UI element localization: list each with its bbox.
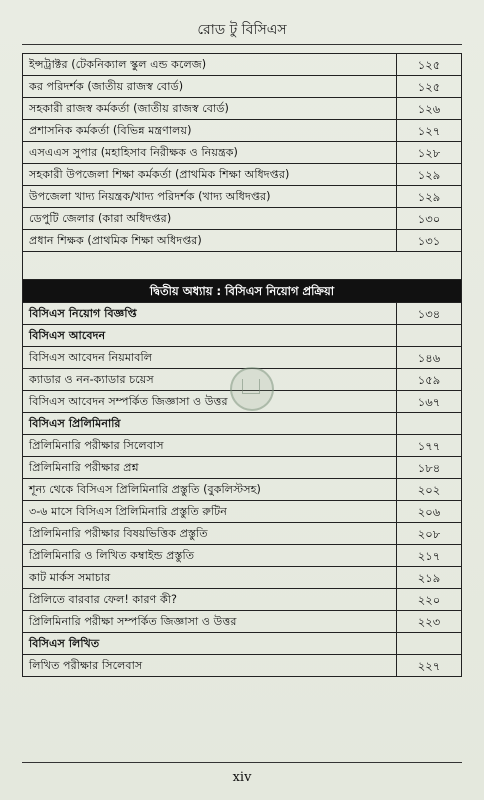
entry-page-number: ২২৩ <box>397 611 462 633</box>
section-title: বিসিএস লিখিত <box>23 633 397 655</box>
toc-entry-row <box>23 230 462 252</box>
chapter-heading <box>23 280 462 303</box>
entry-title: উপজেলা খাদ্য নিয়ন্ত্রক/খাদ্য পরিদর্শক (খাদ্য অধিদপ্তর) <box>23 186 397 208</box>
entry-title: ইন্সট্রাক্টর (টেকনিক্যাল স্কুল এন্ড কলেজ) <box>23 54 397 76</box>
entry-page-number: ২২০ <box>397 589 462 611</box>
toc-entry-row <box>23 76 462 98</box>
footer-rule <box>22 762 462 763</box>
toc-entry-row <box>23 655 462 677</box>
entry-title: বিসিএস আবেদন সম্পর্কিত জিজ্ঞাসা ও উত্তর <box>23 391 397 413</box>
entry-page-number: ১২৬ <box>397 98 462 120</box>
toc-entry-row <box>23 611 462 633</box>
entry-page-number: ১৬৭ <box>397 391 462 413</box>
entry-page-number: ২১৯ <box>397 567 462 589</box>
entry-title: প্রিলিমিনারি পরীক্ষার প্রশ্ন <box>23 457 397 479</box>
section-title: বিসিএস প্রিলিমিনারি <box>23 413 397 435</box>
entry-title: কাট মার্কস সমাচার <box>23 567 397 589</box>
toc-spacer-row <box>23 252 462 280</box>
toc-entry-row <box>23 567 462 589</box>
toc-entry-row <box>23 208 462 230</box>
entry-page-number: ১২৯ <box>397 164 462 186</box>
section-heading-row <box>23 413 462 435</box>
chapter-title: দ্বিতীয় অধ্যায় : বিসিএস নিয়োগ প্রক্রিয়া <box>23 280 462 303</box>
entry-title: প্রিলিমিনারি পরীক্ষার বিষয়ভিত্তিক প্রস্তুতি <box>23 523 397 545</box>
entry-page-number: ১৩৪ <box>397 303 462 325</box>
entry-title: বিসিএস নিয়োগ বিজ্ঞপ্তি <box>23 303 397 325</box>
page-number: xiv <box>232 770 252 785</box>
entry-page-number: ১৮৪ <box>397 457 462 479</box>
entry-page-number: ১৩০ <box>397 208 462 230</box>
entry-title: সহকারী উপজেলা শিক্ষা কর্মকর্তা (প্রাথমিক শিক্ষা অধিদপ্তর) <box>23 164 397 186</box>
toc-entry-row <box>23 479 462 501</box>
running-title: রোড টু বিসিএস <box>197 22 287 38</box>
entry-title: ক্যাডার ও নন-ক্যাডার চয়েস <box>23 369 397 391</box>
entry-title: প্রিলিমিনারি ও লিখিত কম্বাইন্ড প্রস্তুতি <box>23 545 397 567</box>
entry-page-number: ১৩১ <box>397 230 462 252</box>
toc-entry-row <box>23 347 462 369</box>
toc-entry-row <box>23 186 462 208</box>
entry-title: শূন্য থেকে বিসিএস প্রিলিমিনারি প্রস্তুতি (বুকলিস্টসহ) <box>23 479 397 501</box>
entry-page-number: ২০৮ <box>397 523 462 545</box>
section-heading-row <box>23 633 462 655</box>
entry-page-number: ১২৯ <box>397 186 462 208</box>
toc-entry-row <box>23 589 462 611</box>
toc-entry-row <box>23 120 462 142</box>
header-rule <box>22 44 462 45</box>
entry-page-number: ১২৮ <box>397 142 462 164</box>
spacer-cell <box>23 252 462 280</box>
toc-entry-row <box>23 523 462 545</box>
entry-title: প্রধান শিক্ষক (প্রাথমিক শিক্ষা অধিদপ্তর) <box>23 230 397 252</box>
entry-title: প্রিলিমিনারি পরীক্ষা সম্পর্কিত জিজ্ঞাসা ও উত্তর <box>23 611 397 633</box>
entry-title: ৩-৬ মাসে বিসিএস প্রিলিমিনারি প্রস্তুতি রুটিন <box>23 501 397 523</box>
entry-title: কর পরিদর্শক (জাতীয় রাজস্ব বোর্ড) <box>23 76 397 98</box>
entry-title: সহকারী রাজস্ব কর্মকর্তা (জাতীয় রাজস্ব বোর্ড) <box>23 98 397 120</box>
entry-page-number: ১২৫ <box>397 76 462 98</box>
entry-page-number: ২০৬ <box>397 501 462 523</box>
entry-page-number: ১৭৭ <box>397 435 462 457</box>
toc-entry-row <box>23 501 462 523</box>
toc-entry-row <box>23 98 462 120</box>
entry-page-number: ২১৭ <box>397 545 462 567</box>
table-of-contents <box>22 53 462 677</box>
toc-entry-row <box>23 545 462 567</box>
toc-entry-row <box>23 303 462 325</box>
section-heading-row <box>23 325 462 347</box>
entry-page-number: ১৫৯ <box>397 369 462 391</box>
watermark-book-icon <box>242 379 260 394</box>
entry-title: প্রিলিমিনারি পরীক্ষার সিলেবাস <box>23 435 397 457</box>
toc-entry-row <box>23 164 462 186</box>
entry-page-number: ২২৭ <box>397 655 462 677</box>
entry-title: এসএএস সুপার (মহাহিসাব নিরীক্ষক ও নিয়ন্ত্রক) <box>23 142 397 164</box>
section-title: বিসিএস আবেদন <box>23 325 397 347</box>
entry-title: প্রশাসনিক কর্মকর্তা (বিভিন্ন মন্ত্রণালয়) <box>23 120 397 142</box>
entry-title: ডেপুটি জেলার (কারা অধিদপ্তর) <box>23 208 397 230</box>
entry-page-number: ২০২ <box>397 479 462 501</box>
entry-title: প্রিলিতে বারবার ফেল! কারণ কী? <box>23 589 397 611</box>
entry-title: বিসিএস আবেদন নিয়মাবলি <box>23 347 397 369</box>
entry-page-number: ১৪৬ <box>397 347 462 369</box>
entry-page-number <box>397 633 462 655</box>
toc-entry-row <box>23 142 462 164</box>
toc-entry-row <box>23 435 462 457</box>
entry-title: লিখিত পরীক্ষার সিলেবাস <box>23 655 397 677</box>
toc-entry-row <box>23 54 462 76</box>
entry-page-number: ১২৭ <box>397 120 462 142</box>
toc-entry-row <box>23 457 462 479</box>
entry-page-number: ১২৫ <box>397 54 462 76</box>
entry-page-number <box>397 325 462 347</box>
entry-page-number <box>397 413 462 435</box>
